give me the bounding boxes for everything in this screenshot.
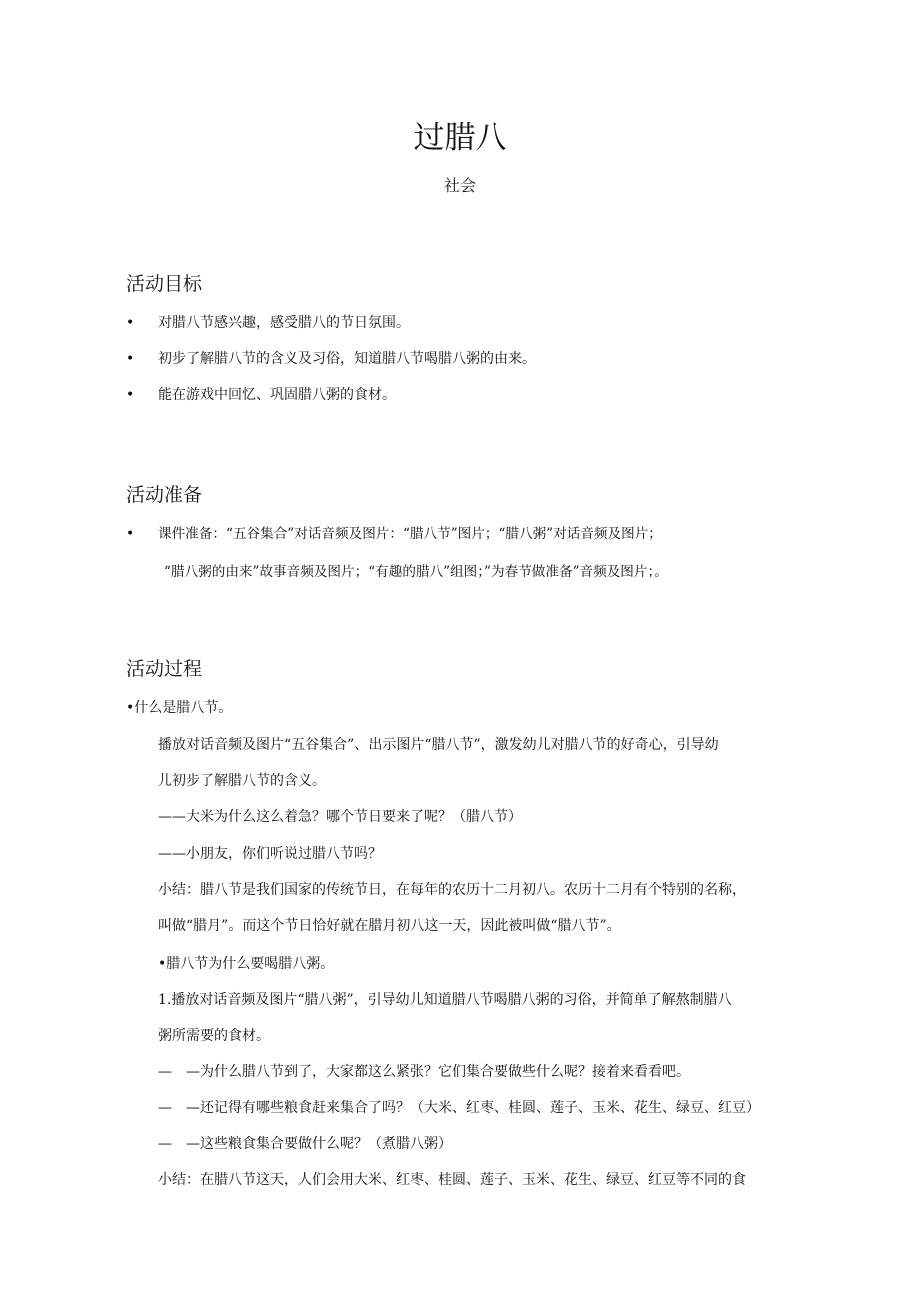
heading-process: 活动过程 (126, 658, 203, 680)
process-question: ——小朋友，你们听说过腊八节吗？ (158, 846, 382, 862)
process-paragraph: 播放对话音频及图片“五谷集合”、出示图片“腊八节”，激发幼儿对腊八节的好奇心，引导幼 (158, 737, 719, 753)
process-subheading: •腊八节为什么要喝腊八粥。 (158, 956, 335, 972)
process-question: — —还记得有哪些粮食赶来集合了吗？（大米、红枣、桂圆、莲子、玉米、花生、绿豆、红豆） (158, 1100, 760, 1116)
goal-item: 对腊八节感兴趣，感受腊八的节日氛围。 (158, 315, 410, 331)
prep-line: 课件准备：“五谷集合”对话音频及图片：“腊八节”图片；“腊八粥”对话音频及图片； (158, 526, 662, 542)
process-paragraph: 儿初步了解腊八节的含义。 (158, 773, 326, 789)
bullet-icon: • (126, 315, 135, 331)
heading-prep: 活动准备 (126, 484, 203, 506)
goal-item: 初步了解腊八节的含义及习俗，知道腊八节喝腊八粥的由来。 (158, 351, 536, 367)
process-subheading: •什么是腊八节。 (126, 700, 233, 716)
process-summary: 小结：腊八节是我们国家的传统节日，在每年的农历十二月初八。农历十二月有个特别的名称， (158, 882, 746, 898)
goal-item: 能在游戏中回忆、巩固腊八粥的食材。 (158, 387, 396, 403)
process-summary: 叫做“腊月”。而这个节日恰好就在腊月初八这一天，因此被叫做“腊八节”。 (158, 918, 621, 934)
process-paragraph: 粥所需要的食材。 (158, 1028, 270, 1044)
document-title: 过腊八 (413, 120, 507, 156)
prep-line: “腊八粥的由来”故事音频及图片；“有趣的腊八”组图；”为春节做准备”音频及图片；。 (164, 564, 668, 580)
process-question: ——大米为什么这么着急？哪个节日要来了呢？（腊八节） (158, 809, 522, 825)
process-question: — —为什么腊八节到了，大家都这么紧张？它们集合要做些什么呢？接着来看看吧。 (158, 1064, 690, 1080)
process-question: — —这些粮食集合要做什么呢？（煮腊八粥） (158, 1136, 452, 1152)
bullet-icon: • (126, 526, 135, 542)
bullet-icon: • (126, 351, 135, 367)
heading-goals: 活动目标 (126, 273, 203, 295)
document-subtitle: 社会 (443, 176, 476, 195)
bullet-icon: • (126, 387, 135, 403)
process-paragraph: 1.播放对话音频及图片“腊八粥”，引导幼儿知道腊八节喝腊八粥的习俗，并简单了解熬制腊八 (158, 992, 732, 1008)
process-summary: 小结：在腊八节这天，人们会用大米、红枣、桂圆、莲子、玉米、花生、绿豆、红豆等不同的食 (158, 1172, 746, 1188)
